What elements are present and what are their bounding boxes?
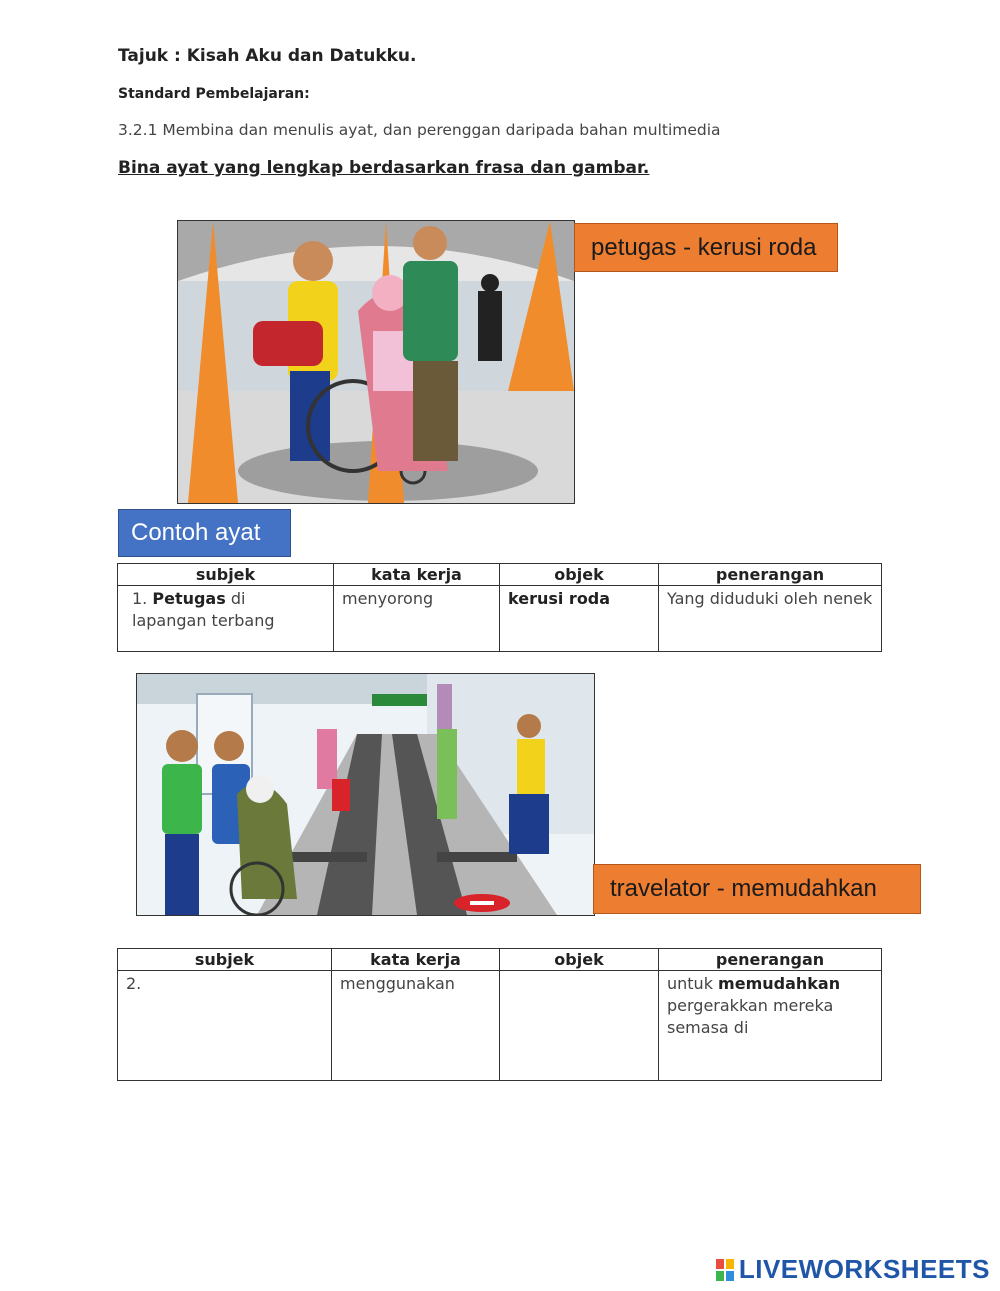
cell-subjek xyxy=(118,586,334,652)
phrase-box-1: petugas - kerusi roda xyxy=(574,223,838,272)
cell-objek-answer[interactable] xyxy=(500,971,659,1081)
liveworksheets-blocks-icon xyxy=(715,1258,735,1282)
example-label: Contoh ayat xyxy=(118,509,291,557)
header-kata-kerja: kata kerja xyxy=(332,949,500,971)
header-subjek: subjek xyxy=(118,949,332,971)
example-sentence-table xyxy=(117,563,882,652)
subjek-bold: Petugas xyxy=(152,589,226,608)
table-header-row xyxy=(118,564,882,586)
header-penerangan: penerangan xyxy=(659,949,882,971)
wheelchair-scene-drawing xyxy=(178,221,574,503)
travelator-illustration xyxy=(136,673,595,916)
item-number: 1. xyxy=(132,589,148,608)
liveworksheets-logo xyxy=(715,1254,990,1285)
cell-kata-kerja: menyorong xyxy=(334,586,500,652)
brand-name: LIVEWORKSHEETS xyxy=(738,1254,990,1284)
header-subjek: subjek xyxy=(118,564,334,586)
cell-objek: kerusi roda xyxy=(500,586,659,652)
header-penerangan: penerangan xyxy=(659,564,882,586)
phrase-box-2: travelator - memudahkan xyxy=(593,864,921,914)
travelator-scene-drawing xyxy=(137,674,594,915)
table-row xyxy=(118,971,882,1081)
airport-wheelchair-illustration xyxy=(177,220,575,504)
cell-penerangan xyxy=(659,971,882,1081)
cell-kata-kerja: menggunakan xyxy=(332,971,500,1081)
table-header-row xyxy=(118,949,882,971)
answer-sentence-table xyxy=(117,948,882,1081)
penerangan-pre: untuk xyxy=(667,974,719,993)
subjek-rest: di xyxy=(225,589,246,608)
worksheet-title: Tajuk : Kisah Aku dan Datukku. xyxy=(118,46,417,66)
header-objek: objek xyxy=(500,564,659,586)
cell-subjek-answer[interactable]: 2. xyxy=(118,971,332,1081)
standard-text: 3.2.1 Membina dan menulis ayat, dan perenggan daripada bahan multimedia xyxy=(118,121,721,139)
header-objek: objek xyxy=(500,949,659,971)
penerangan-post: pergerakkan mereka semasa di xyxy=(667,996,834,1037)
cell-penerangan: Yang diduduki oleh nenek xyxy=(659,586,882,652)
subjek-rest-line2: lapangan terbang xyxy=(132,611,275,630)
table-row xyxy=(118,586,882,652)
header-kata-kerja: kata kerja xyxy=(334,564,500,586)
penerangan-bold: memudahkan xyxy=(718,974,841,993)
instruction: Bina ayat yang lengkap berdasarkan frasa dan gambar. xyxy=(118,158,650,178)
standard-heading: Standard Pembelajaran: xyxy=(118,86,310,102)
